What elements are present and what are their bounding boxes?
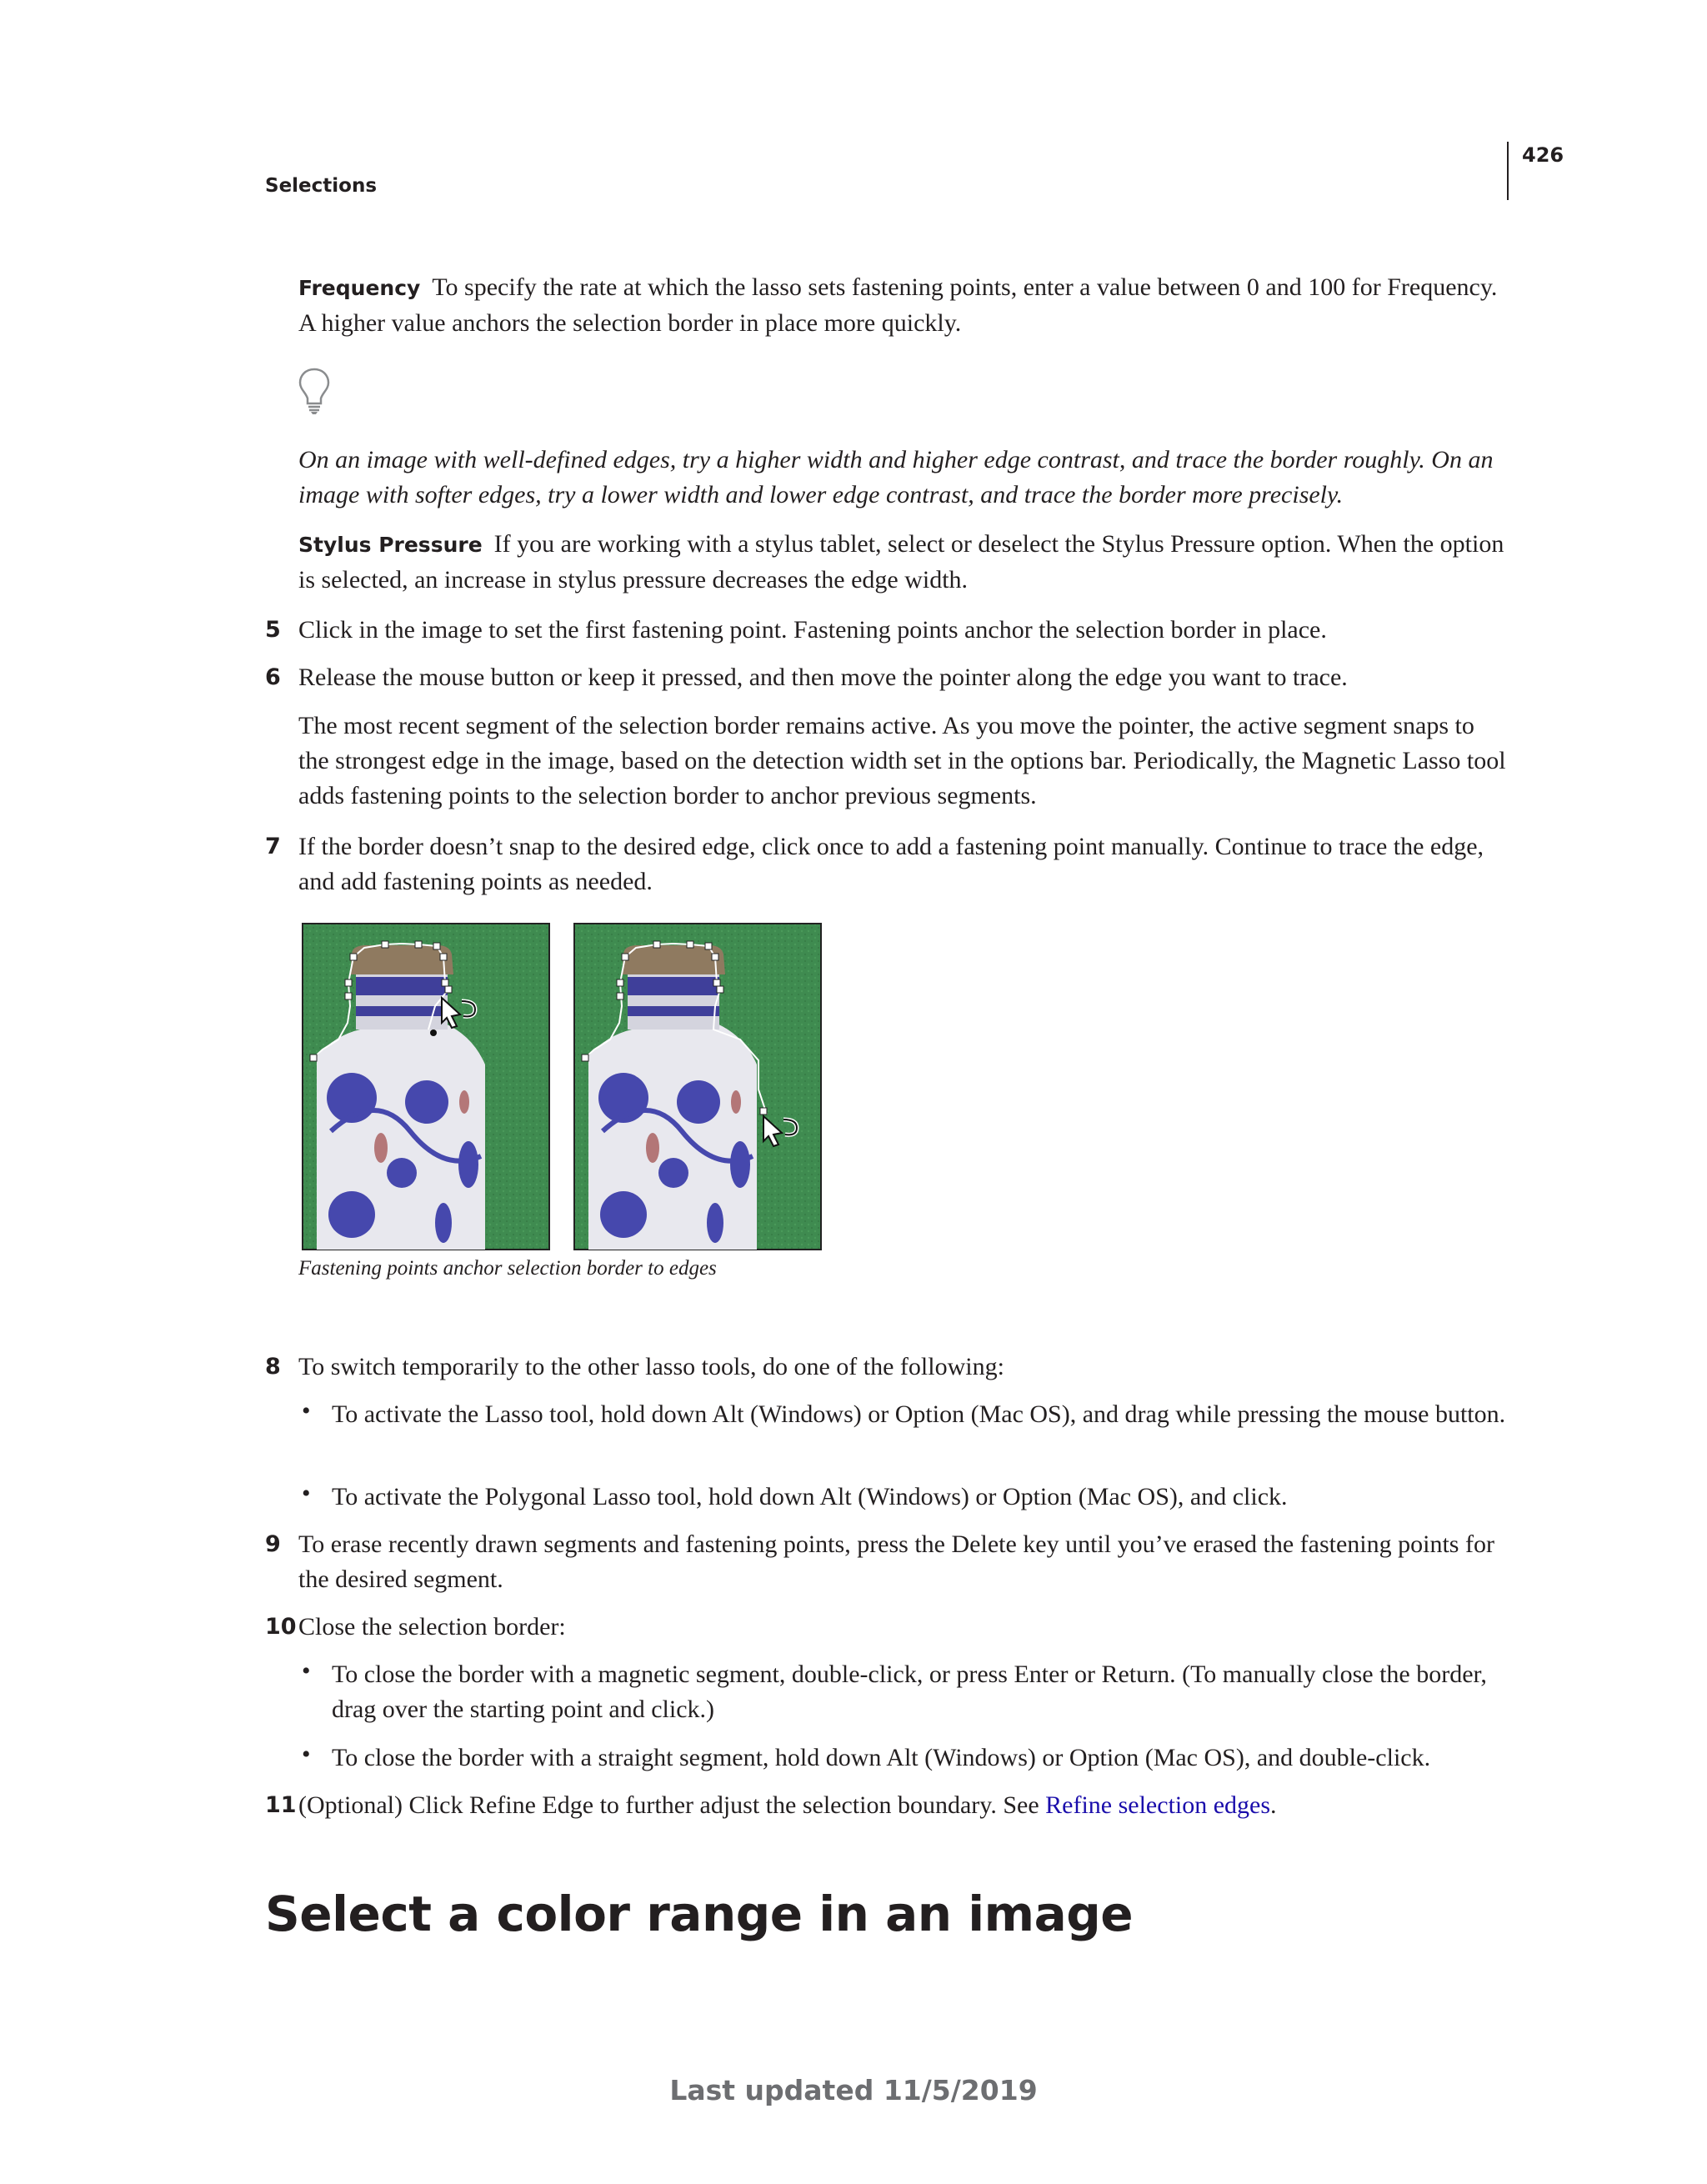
step-11-number: 11: [265, 1792, 297, 1818]
tip-text: On an image with well-defined edges, try a higher width and higher edge contrast, and trace the border roughly. On an image with softer edges, try a lower width and lower edge contrast, and trace the border more precisely.: [298, 446, 1494, 508]
step-8-text: To switch temporarily to the other lasso tools, do one of the following:: [298, 1353, 1004, 1380]
step-6-text: Release the mouse button or keep it pressed, and then move the pointer along the edge you want to trace.: [298, 664, 1348, 691]
bullet-mark: •: [302, 1480, 311, 1507]
step-10-bullet-2: To close the border with a straight segment, hold down Alt (Windows) or Option (Mac OS), and double-click.: [332, 1744, 1431, 1771]
step-10-text: Close the selection border:: [298, 1613, 566, 1641]
lightbulb-icon: [297, 367, 332, 415]
step-11-text-before: (Optional) Click Refine Edge to further adjust the selection boundary. See: [298, 1791, 1046, 1819]
step-8-number: 8: [265, 1354, 281, 1380]
refine-selection-edges-link[interactable]: Refine selection edges: [1045, 1791, 1271, 1819]
step-11-text: [298, 1788, 1507, 1823]
step-7-text: If the border doesn’t snap to the desired edge, click once to add a fastening point manually. Continue to trace the edge, and add fastening points as needed.: [298, 833, 1484, 895]
bullet-mark: •: [302, 1741, 311, 1768]
step-6-detail: The most recent segment of the selection border remains active. As you move the pointer, the active segment snaps to the strongest edge in the image, based on the detection width set in the options bar. Periodically, the Magnetic Lasso tool adds fastening points to the selection border to anchor previous segments.: [298, 712, 1506, 809]
page-number: 426: [1522, 143, 1564, 167]
frequency-term: Frequency: [298, 276, 421, 300]
bullet-mark: •: [302, 1657, 311, 1685]
step-5-number: 5: [265, 617, 281, 643]
step-9-number: 9: [265, 1531, 281, 1557]
step-8-bullet-1: To activate the Lasso tool, hold down Alt (Windows) or Option (Mac OS), and drag while pressing the mouse button.: [332, 1400, 1506, 1428]
section-title: Selections: [265, 175, 378, 197]
stylus-paragraph: [298, 527, 1507, 598]
step-9-text: To erase recently drawn segments and fastening points, press the Delete key until you’ve erased the fastening points for the desired segment.: [298, 1530, 1494, 1593]
step-6-number: 6: [265, 664, 281, 690]
stylus-text: If you are working with a stylus tablet, select or deselect the Stylus Pressure option. When the option is selected, an increase in stylus pressure decreases the edge width.: [298, 530, 1504, 594]
step-5-text: Click in the image to set the first fastening point. Fastening points anchor the selection border in place.: [298, 616, 1327, 644]
step-8-bullet-2: To activate the Polygonal Lasso tool, hold down Alt (Windows) or Option (Mac OS), and click.: [332, 1483, 1288, 1510]
bottle-figure-after: [573, 923, 822, 1255]
bullet-mark: •: [302, 1397, 311, 1425]
frequency-text: To specify the rate at which the lasso sets fastening points, enter a value between 0 and 100 for Frequency. A higher value anchors the selection border in place more quickly.: [298, 273, 1498, 337]
step-7-number: 7: [265, 834, 281, 859]
section-heading: Select a color range in an image: [265, 1886, 1134, 1942]
header-rule: [1507, 142, 1509, 200]
step-10-number: 10: [265, 1614, 297, 1640]
footer-last-updated: Last updated 11/5/2019: [669, 2074, 1038, 2106]
figure-caption: Fastening points anchor selection border to edges: [298, 1257, 717, 1280]
step-11-text-after: .: [1270, 1791, 1277, 1819]
frequency-paragraph: [298, 270, 1507, 341]
bottle-figure-before: [302, 923, 550, 1255]
step-10-bullet-1: To close the border with a magnetic segment, double-click, or press Enter or Return. (To manually close the border, drag over the starting point and click.): [332, 1661, 1487, 1723]
stylus-term: Stylus Pressure: [298, 533, 483, 557]
